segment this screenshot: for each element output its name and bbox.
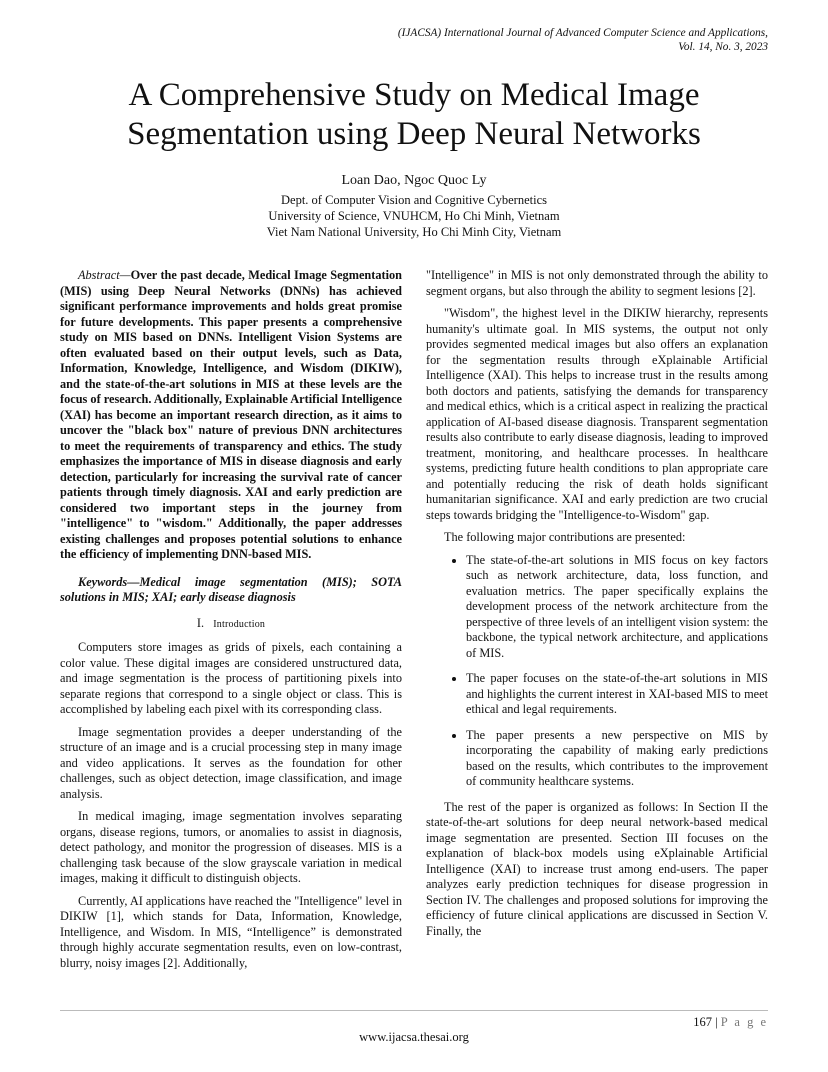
body-paragraph: Computers store images as grids of pixels, each containing a color value. These digital images are considered unstructured data, and image segmentation is the process of partitioning pixels into separate regions that correspond to a single object or class. This is accomplished by labeling each pixel with its corresponding class. bbox=[60, 640, 402, 716]
keywords: Keywords—Medical image segmentation (MIS); SOTA solutions in MIS; XAI; early disease diagnosis bbox=[60, 574, 402, 604]
body-paragraph: In medical imaging, image segmentation involves separating organs, disease regions, tumors, or anomalies to assist in diagnosis, detect pathology, and monitor the progression of diseases. MIS is a challenging task because of the slow grayscale variation in medical images, making it difficult to distinguish objects. bbox=[60, 809, 402, 885]
section-title: Introduction bbox=[213, 618, 266, 630]
author-names: Loan Dao, Ngoc Quoc Ly bbox=[341, 173, 487, 188]
affiliation-line-3: Viet Nam National University, Ho Chi Minh City, Vietnam bbox=[266, 225, 562, 239]
list-item: • The paper focuses on the state-of-the-art solutions in MIS and highlights the current interest in XAI-based MIS to meet ethical and legal requirements. bbox=[466, 671, 768, 718]
affiliation-line-2: University of Science, VNUHCM, Ho Chi Minh, Vietnam bbox=[268, 209, 560, 223]
page-label: P a g e bbox=[720, 1015, 768, 1029]
body-paragraph: The rest of the paper is organized as follows: In Section II the state-of-the-art solutions for deep neural network-based medical image segmentation are presented. Section III focuses on the explanation of black-box models using eXplainable Artificial Intelligence (XAI) to increase trust among end-users. The paper analyzes early prediction techniques for disease progression in Section IV. The challenges and proposed solutions for improving the efficiency of future clinical applications are discussed in Section V. Finally, the bbox=[426, 799, 768, 938]
body-paragraph: "Wisdom", the highest level in the DIKIW hierarchy, represents humanity's ultimate goal. In MIS systems, the output not only provides segmented medical images but also offers an explanation for the segmentation results through eXplainable Artificial Intelligence (XAI). This helps to increase trust in the results among both doctors and patients, satisfying the demands for transparency and medical ethics, which is a critical aspect in realizing the practical application of AI-based disease diagnosis. Transparent segmentation results also contribute to early disease diagnosis, leading to improved treatment, monitoring, and healthcare processes. In healthcare systems, predicting future health conditions to plan appropriate care and potentially reducing the risk of death holds significant humanitarian significance. XAI and early prediction are two crucial steps towards bridging the "Intelligence-to-Wisdom" gap. bbox=[426, 306, 768, 522]
affiliation bbox=[0, 192, 828, 240]
page-number-value: 167 bbox=[693, 1015, 713, 1029]
running-head bbox=[398, 26, 768, 54]
section-heading-introduction bbox=[60, 616, 402, 633]
abstract-lead: Abstract— bbox=[78, 268, 131, 282]
page-number bbox=[693, 1015, 768, 1030]
left-column bbox=[60, 268, 402, 978]
right-column bbox=[426, 268, 768, 946]
list-item: • The paper presents a new perspective on MIS by incorporating the capability of making early predictions based on the results, which contributes to the improvement of community healthcare systems. bbox=[466, 728, 768, 790]
section-number: I. bbox=[196, 615, 205, 630]
affiliation-line-1: Dept. of Computer Vision and Cognitive Cybernetics bbox=[281, 193, 547, 207]
body-paragraph: Currently, AI applications have reached the "Intelligence" level in DIKIW [1], which stands for Data, Information, Knowledge, Intelligence, and Wisdom. In MIS, “Intelligence” is demonstrated through highly accurate segmentation results, even on low-contrast, blurry, noisy images [2]. Additionally, bbox=[60, 893, 402, 970]
paper-title bbox=[0, 76, 828, 154]
body-paragraph: Image segmentation provides a deeper understanding of the structure of an image and is a crucial processing step in many image and video applications. It serves as the foundation for other challenges, such as object detection, image classification, and image analysis. bbox=[60, 724, 402, 801]
journal-url: www.ijacsa.thesai.org bbox=[359, 1030, 469, 1044]
footer-divider bbox=[60, 1010, 768, 1011]
abstract-text: Over the past decade, Medical Image Segmentation (MIS) using Deep Neural Networks (DNNs) has achieved significant performance improvements and holds great promise for future developments. This paper presents a comprehensive study on MIS based on DNNs. Intelligent Vision Systems are often evaluated based on their output levels, such as Data, Information, Knowledge, Intelligence, and Wisdom (DIKIW), and the state-of-the-art solutions in MIS at these levels are the focus of research. Additionally, Explainable Artificial Intelligence (XAI) has become an important research direction, as it aims to uncover the "black box" nature of previous DNN architectures to meet the requirements of transparency and ethics. The study emphasizes the importance of MIS in disease diagnosis and early detection, particularly for increasing the survival rate of cancer patients through timely diagnosis. XAI and early prediction are considered two important steps in the journey from "intelligence" to "wisdom." Additionally, the paper addresses existing challenges and proposes potential solutions to enhance the efficiency of implementing DNN-based MIS. bbox=[60, 268, 402, 561]
journal-name: (IJACSA) International Journal of Advanced Computer Science and Applications, bbox=[397, 27, 768, 39]
body-paragraph: "Intelligence" in MIS is not only demonstrated through the ability to segment organs, but also through the ability to segment lesions [2]. bbox=[426, 268, 768, 298]
contributions-list bbox=[426, 553, 768, 790]
title-line-2: Segmentation using Deep Neural Networks bbox=[127, 116, 701, 152]
body-paragraph: The following major contributions are presented: bbox=[444, 530, 686, 544]
title-line-1: A Comprehensive Study on Medical Image bbox=[128, 77, 700, 113]
volume-info: Vol. 14, No. 3, 2023 bbox=[678, 41, 768, 53]
page-number-separator: | bbox=[715, 1015, 718, 1029]
abstract bbox=[60, 268, 402, 563]
list-item: • The state-of-the-art solutions in MIS focus on key factors such as network architecture, data, loss function, and evaluation metrics. The paper specifically explains the development process of the network architecture from the perspective of three levels of an intelligent vision system: the backbone, the typical network architecture, and applications of MIS. bbox=[466, 553, 768, 662]
